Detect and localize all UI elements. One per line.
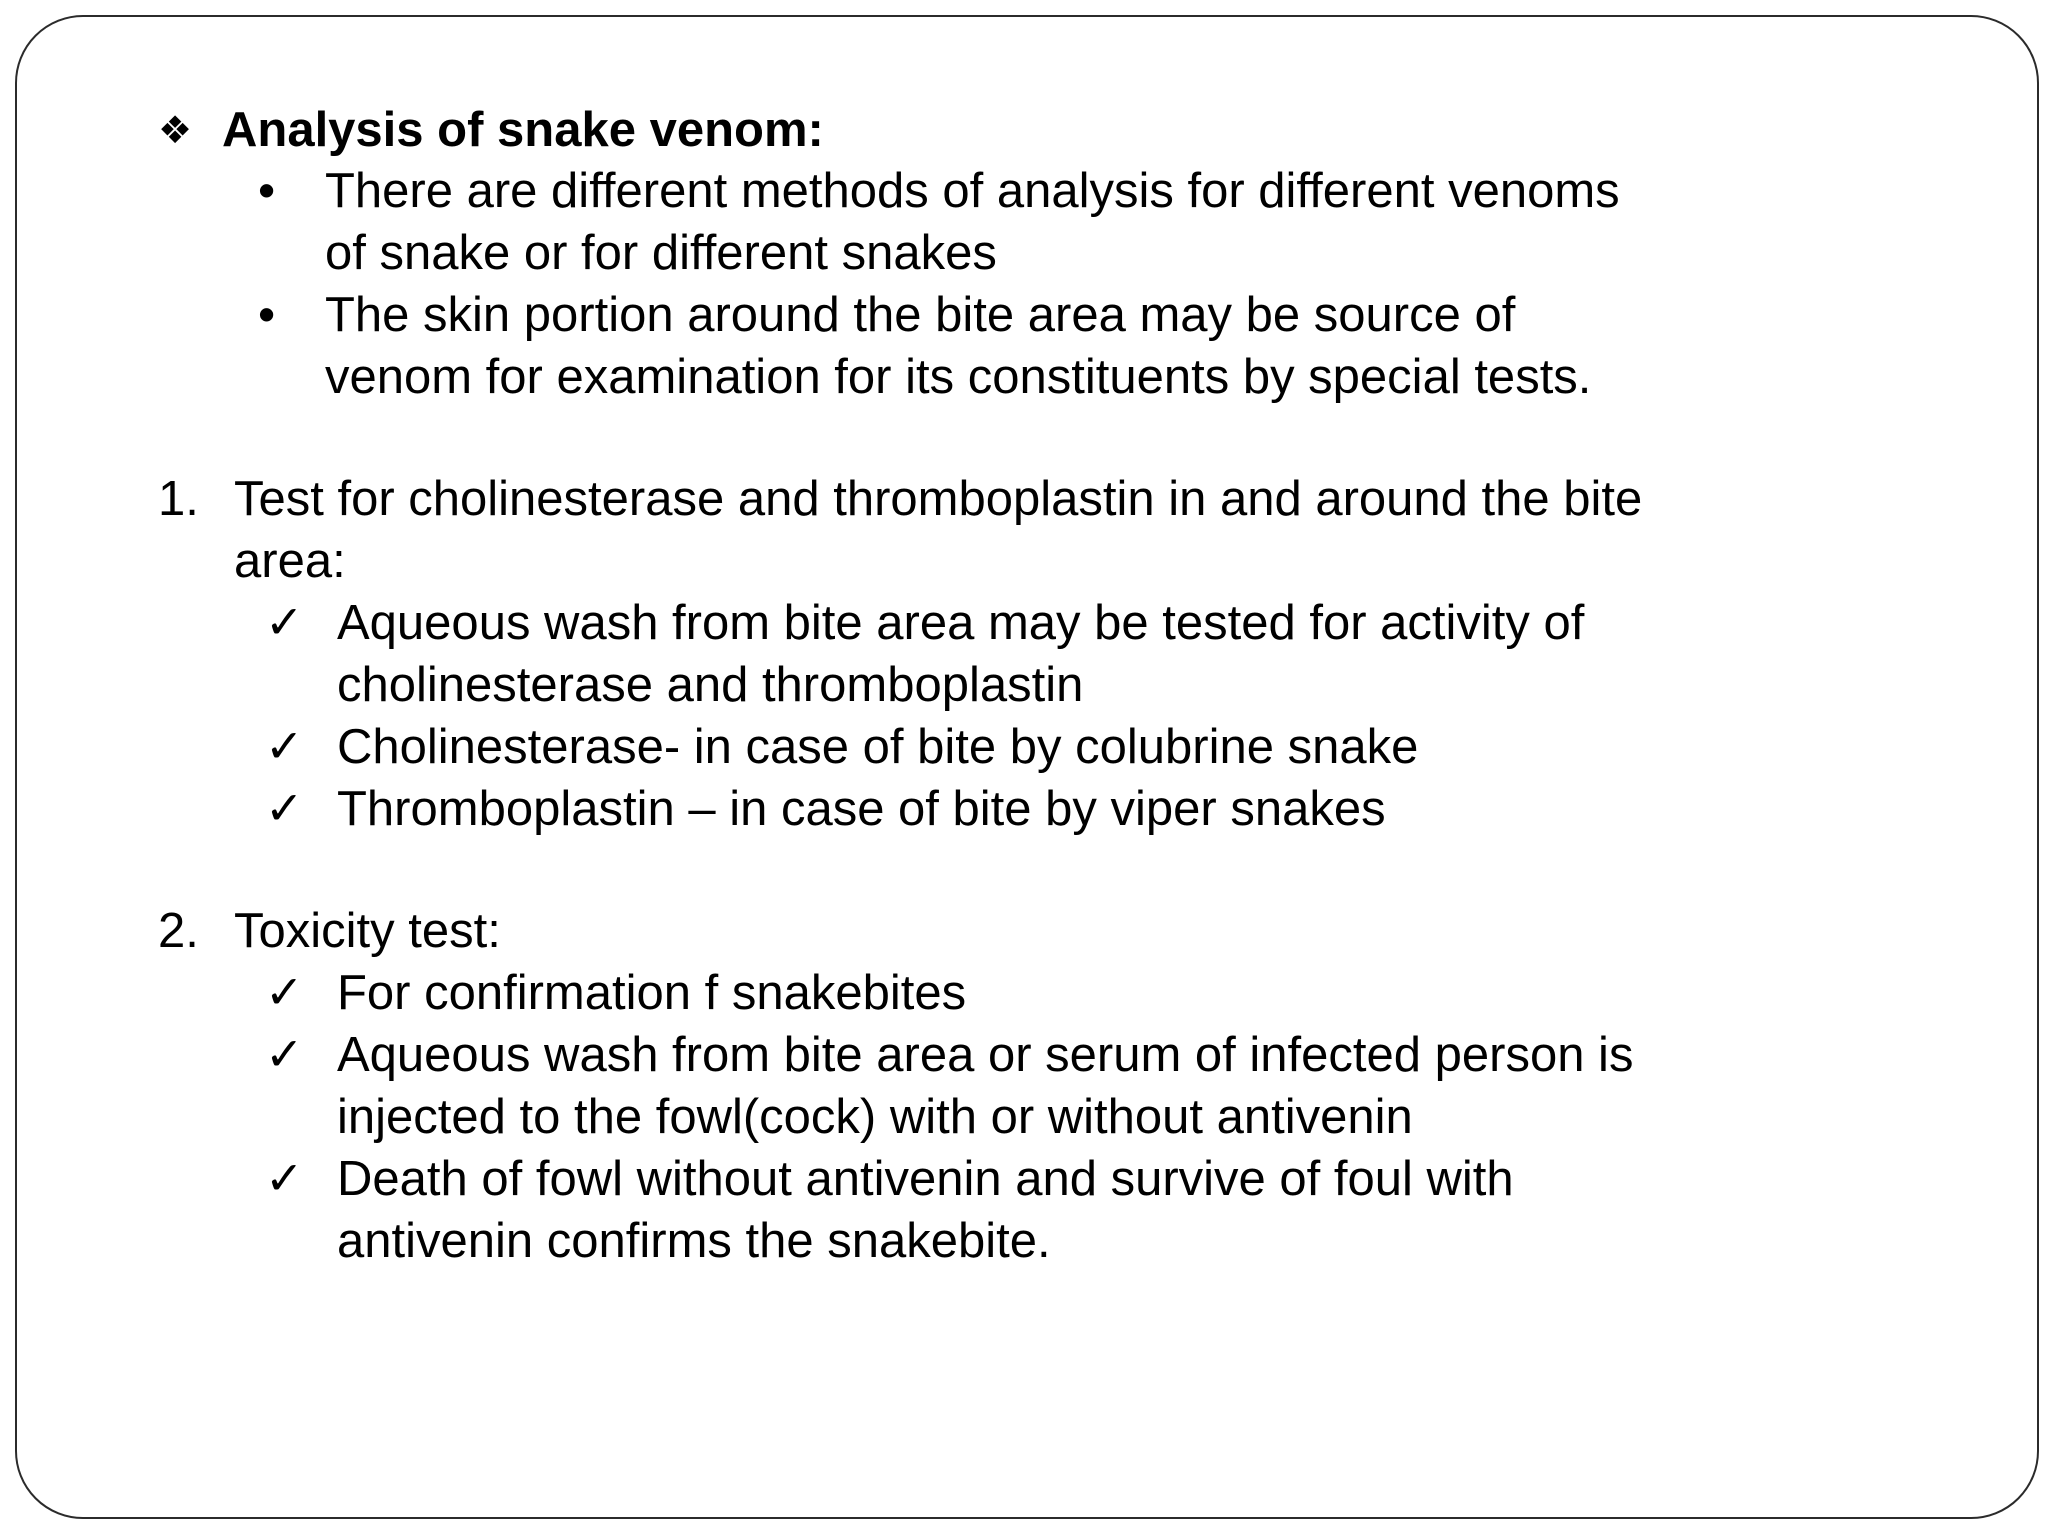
bullet-icon: •: [258, 164, 276, 218]
checkmark-icon: ✓: [265, 966, 304, 1018]
test-2-item-3-line-2: antivenin confirms the snakebite.: [337, 1214, 1051, 1268]
checkmark-icon: ✓: [265, 1028, 304, 1080]
checkmark-icon: ✓: [265, 782, 304, 834]
list-number: 1.: [158, 472, 199, 526]
test-2-item-2-line-2: injected to the fowl(cock) with or without antivenin: [337, 1090, 1413, 1144]
test-1-title-line-1: Test for cholinesterase and thromboplastin in and around the bite: [234, 472, 1643, 526]
test-1-item-1-line-2: cholinesterase and thromboplastin: [337, 658, 1084, 712]
test-2-item-2-line-1: Aqueous wash from bite area or serum of infected person is: [337, 1028, 1634, 1082]
test-1-title-line-2: area:: [234, 534, 346, 588]
test-2-item-3-line-1: Death of fowl without antivenin and survive of foul with: [337, 1152, 1514, 1206]
intro-bullet-2-line-2: venom for examination for its constituents by special tests.: [325, 350, 1592, 404]
test-1-item-1-line-1: Aqueous wash from bite area may be tested for activity of: [337, 596, 1585, 650]
test-1-item-2: Cholinesterase- in case of bite by colubrine snake: [337, 720, 1419, 774]
intro-bullet-2-line-1: The skin portion around the bite area may be source of: [325, 288, 1516, 342]
list-number: 2.: [158, 904, 199, 958]
intro-bullet-1-line-2: of snake or for different snakes: [325, 226, 997, 280]
test-2-title: Toxicity test:: [234, 904, 501, 958]
test-1-item-3: Thromboplastin – in case of bite by viper snakes: [337, 782, 1386, 836]
section-heading: Analysis of snake venom:: [222, 103, 824, 157]
test-2-item-1: For confirmation f snakebites: [337, 966, 967, 1020]
checkmark-icon: ✓: [265, 596, 304, 648]
intro-bullet-1-line-1: There are different methods of analysis for different venoms: [325, 164, 1620, 218]
checkmark-icon: ✓: [265, 1152, 304, 1204]
diamond-bullet-icon: ❖: [158, 110, 193, 152]
checkmark-icon: ✓: [265, 720, 304, 772]
bullet-icon: •: [258, 288, 276, 342]
